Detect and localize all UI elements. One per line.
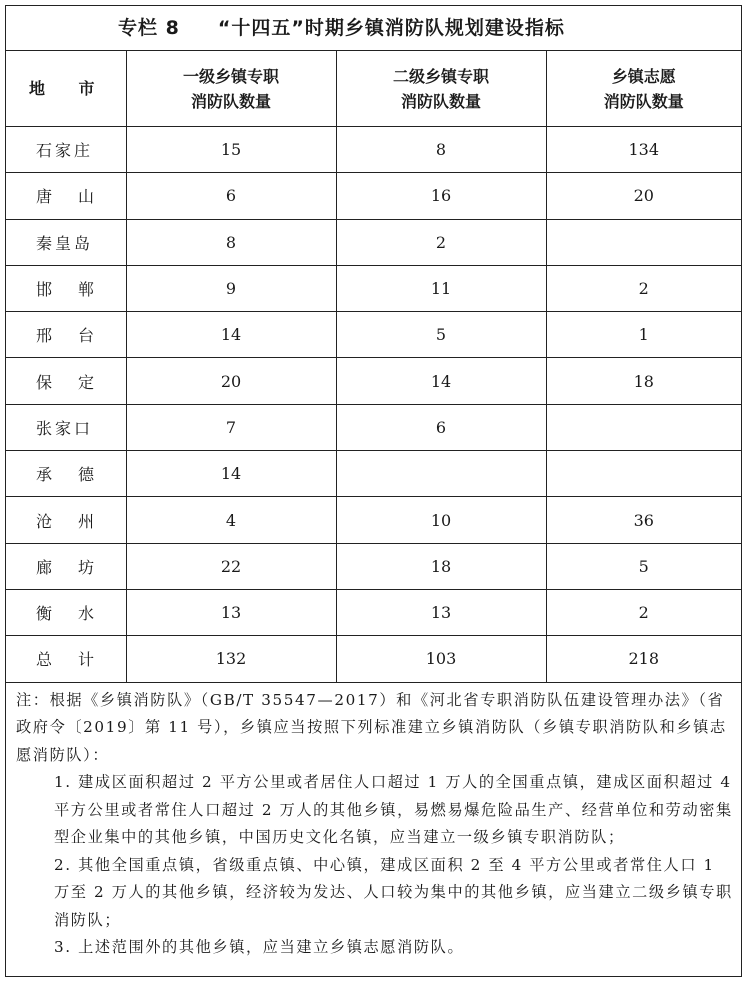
table-row	[6, 127, 741, 173]
table-row	[6, 497, 741, 543]
level2-cell: 10	[336, 497, 546, 543]
table-row	[6, 358, 741, 404]
volunteer-cell: 5	[546, 543, 741, 589]
city-cell: 廊坊	[6, 543, 126, 589]
notes-intro: 注：根据《乡镇消防队》（GB/T 35547—2017）和《河北省专职消防队伍建设管理办法》（省政府令〔2019〕第 11 号），乡镇应当按照下列标准建立乡镇消防队（乡镇专职消防队和乡镇志愿消防队）：	[16, 690, 727, 764]
level1-cell: 6	[126, 173, 336, 219]
volunteer-cell: 36	[546, 497, 741, 543]
level2-cell: 16	[336, 173, 546, 219]
level1-cell: 8	[126, 219, 336, 265]
header-level1-line2: 消防队数量	[190, 91, 271, 111]
level1-cell: 14	[126, 451, 336, 497]
table-row	[6, 589, 741, 635]
table-row	[6, 543, 741, 589]
header-volunteer-line2: 消防队数量	[603, 91, 684, 111]
volunteer-cell: 18	[546, 358, 741, 404]
level2-cell: 13	[336, 589, 546, 635]
level2-cell: 6	[336, 404, 546, 450]
volunteer-cell: 218	[546, 636, 741, 682]
table-row	[6, 312, 741, 358]
header-level2-line2: 消防队数量	[400, 91, 481, 111]
level1-cell: 14	[126, 312, 336, 358]
city-cell: 唐山	[6, 173, 126, 219]
city-cell: 邢台	[6, 312, 126, 358]
level2-cell: 8	[336, 127, 546, 173]
notes-item-2: 2. 其他全国重点镇，省级重点镇、中心镇，建成区面积 2 至 4 平方公里或者常住人口 1 万至 2 万人的其他乡镇，经济较为发达、人口较为集中的其他乡镇，应当建立二级乡镇专职消防队；	[54, 855, 733, 929]
header-level2-line1: 二级乡镇专职	[392, 66, 489, 86]
volunteer-cell: 134	[546, 127, 741, 173]
city-cell: 沧州	[6, 497, 126, 543]
level2-cell	[336, 451, 546, 497]
level2-cell: 11	[336, 265, 546, 311]
city-cell: 承德	[6, 451, 126, 497]
level1-cell: 20	[126, 358, 336, 404]
volunteer-cell: 2	[546, 265, 741, 311]
table-title	[6, 6, 741, 51]
header-level1	[126, 51, 336, 127]
header-volunteer	[546, 51, 741, 127]
header-volunteer-line1: 乡镇志愿	[611, 66, 676, 86]
level1-cell: 13	[126, 589, 336, 635]
header-level1-line1: 一级乡镇专职	[182, 66, 279, 86]
table-row	[6, 219, 741, 265]
city-cell: 总计	[6, 636, 126, 682]
level1-cell: 9	[126, 265, 336, 311]
volunteer-cell	[546, 404, 741, 450]
volunteer-cell	[546, 219, 741, 265]
level2-cell: 18	[336, 543, 546, 589]
city-cell: 石家庄	[6, 127, 126, 173]
header-city: 地 市	[6, 51, 126, 127]
level1-cell: 22	[126, 543, 336, 589]
table-frame	[5, 5, 742, 977]
level1-cell: 4	[126, 497, 336, 543]
volunteer-cell: 2	[546, 589, 741, 635]
city-cell: 张家口	[6, 404, 126, 450]
table-row	[6, 173, 741, 219]
city-cell: 秦皇岛	[6, 219, 126, 265]
table-row	[6, 636, 741, 682]
level1-cell: 7	[126, 404, 336, 450]
table-row	[6, 265, 741, 311]
notes-item-3: 3. 上述范围外的其他乡镇，应当建立乡镇志愿消防队。	[54, 938, 465, 957]
table-row	[6, 404, 741, 450]
header-row	[6, 51, 741, 127]
city-cell: 邯郸	[6, 265, 126, 311]
city-cell: 衡水	[6, 589, 126, 635]
header-level2	[336, 51, 546, 127]
table-row	[6, 451, 741, 497]
table-body	[6, 127, 741, 683]
volunteer-cell	[546, 451, 741, 497]
level1-cell: 15	[126, 127, 336, 173]
level2-cell: 14	[336, 358, 546, 404]
notes-section	[6, 683, 741, 962]
level2-cell: 5	[336, 312, 546, 358]
fire-station-table	[6, 51, 741, 683]
title-text: “十四五”时期乡镇消防队规划建设指标	[217, 17, 565, 39]
level2-cell: 103	[336, 636, 546, 682]
title-prefix: 专栏 8	[118, 17, 180, 39]
level1-cell: 132	[126, 636, 336, 682]
volunteer-cell: 20	[546, 173, 741, 219]
notes-item-1: 1. 建成区面积超过 2 平方公里或者居住人口超过 1 万人的全国重点镇，建成区面积超过 4 平方公里或者常住人口超过 2 万人的其他乡镇，易燃易爆危险品生产、经营单位和劳动密集型企业集中的其他乡镇，中国历史文化名镇，应当建立一级乡镇专职消防队；	[54, 773, 733, 847]
city-cell: 保定	[6, 358, 126, 404]
level2-cell: 2	[336, 219, 546, 265]
volunteer-cell: 1	[546, 312, 741, 358]
